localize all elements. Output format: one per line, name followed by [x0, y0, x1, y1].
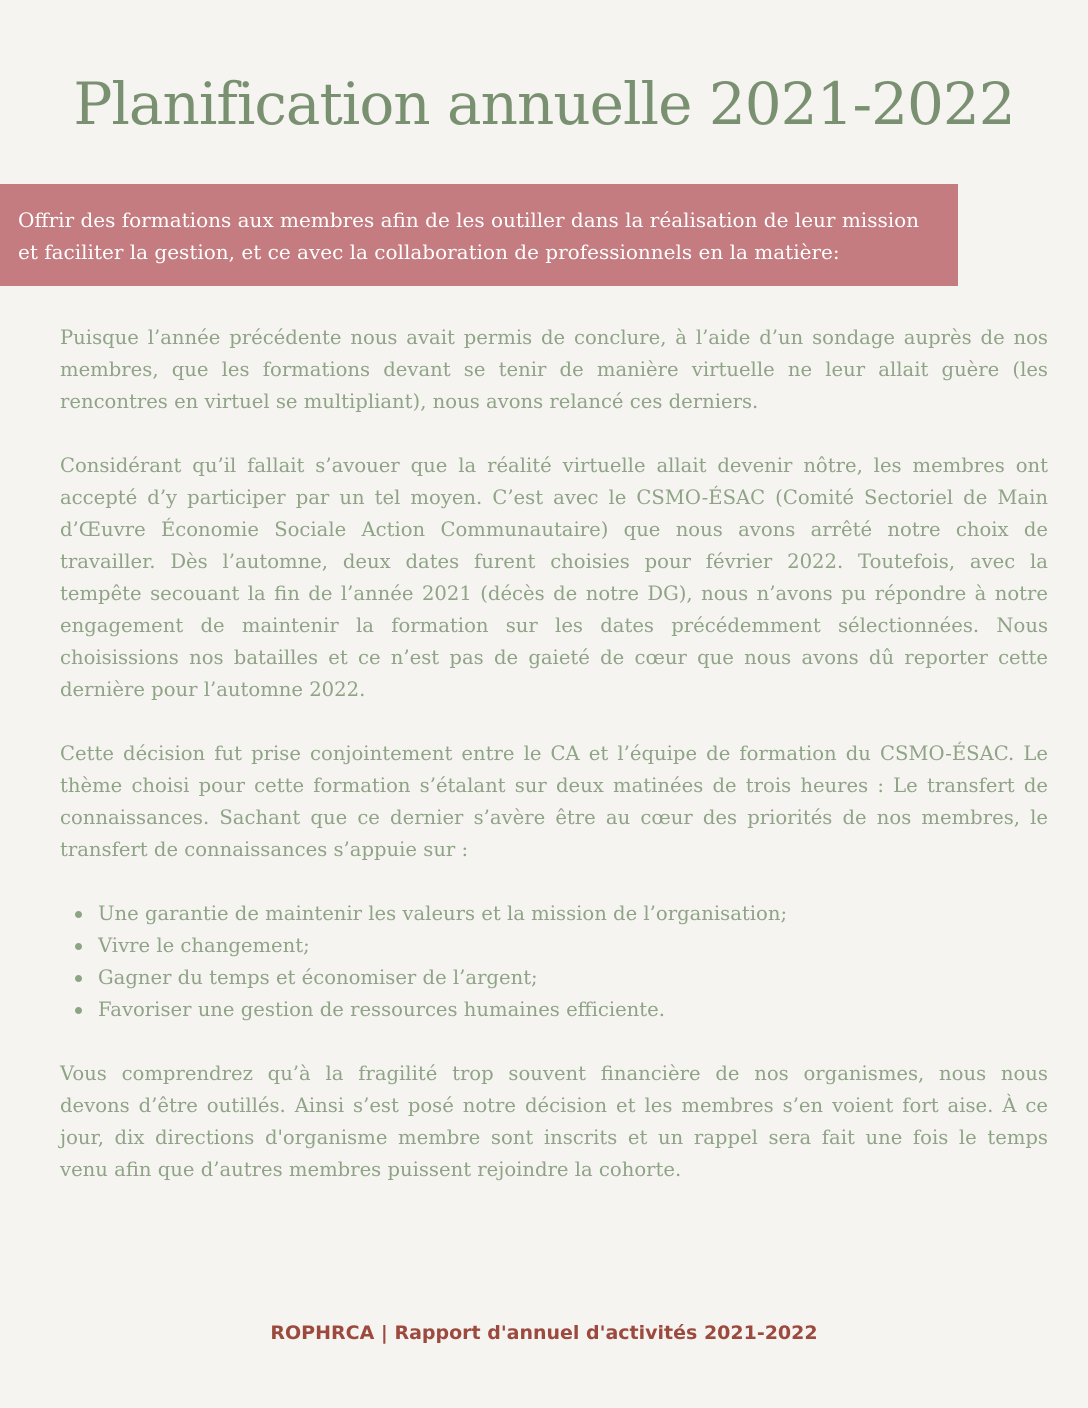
page-footer: ROPHRCA | Rapport d'annuel d'activités 2021-2022 — [270, 1322, 818, 1344]
text-line: rencontres en virtuel se multipliant), nous avons relancé ces derniers. — [60, 390, 759, 413]
objective-banner — [0, 184, 958, 286]
text-line: travailler. Dès l’automne, deux dates furent choisies pour février 2022. Toutefois, avec la — [60, 550, 1048, 573]
text-line: accepté d’y participer par un tel moyen. C’est avec le CSMO-ÉSAC (Comité Sectoriel de Main — [60, 486, 1048, 509]
paragraph-virtual — [60, 450, 1048, 706]
text-line: venu afin que d’autres membres puissent rejoindre la cohorte. — [60, 1158, 682, 1181]
benefits-list — [60, 898, 1048, 1026]
text-line: d’Œuvre Économie Sociale Action Communautaire) que nous avons arrêté notre choix de — [60, 518, 1048, 541]
text-line: engagement de maintenir la formation sur les dates précédemment sélectionnées. Nous — [60, 614, 1048, 637]
text-line: Vous comprendrez qu’à la fragilité trop souvent financière de nos organismes, nous nous — [60, 1062, 1048, 1085]
text-line: transfert de connaissances s’appuie sur : — [60, 838, 469, 861]
text-line: dernière pour l’automne 2022. — [60, 678, 366, 701]
text-line: jour, dix directions d'organisme membre sont inscrits et un rappel sera fait une fois le temps — [60, 1126, 1048, 1149]
paragraph-closing — [60, 1058, 1048, 1186]
list-item: Favoriser une gestion de ressources humaines efficiente. — [60, 994, 1048, 1026]
list-item: Une garantie de maintenir les valeurs et la mission de l’organisation; — [60, 898, 1048, 930]
list-item: Gagner du temps et économiser de l’argent; — [60, 962, 1048, 994]
text-line: Cette décision fut prise conjointement entre le CA et l’équipe de formation du CSMO-ÉSAC. Le — [60, 742, 1048, 765]
paragraph-decision — [60, 738, 1048, 866]
text-line: tempête secouant la fin de l’année 2021 (décès de notre DG), nous n’avons pu répondre à notre — [60, 582, 1048, 605]
banner-line: et faciliter la gestion, et ce avec la collaboration de professionnels en la matière: — [18, 240, 840, 264]
list-item: Vivre le changement; — [60, 930, 1048, 962]
banner-line: Offrir des formations aux membres afin de les outiller dans la réalisation de leur mission — [18, 208, 920, 232]
paragraph-intro — [60, 322, 1048, 418]
page-title: Planification annuelle 2021-2022 — [73, 70, 1015, 138]
text-line: Considérant qu’il fallait s’avouer que la réalité virtuelle allait devenir nôtre, les membres ont — [60, 454, 1048, 477]
text-line: devons d’être outillés. Ainsi s’est posé notre décision et les membres s’en voient fort aise. À ce — [60, 1094, 1048, 1117]
text-line: choisissions nos batailles et ce n’est pas de gaieté de cœur que nous avons dû reporter cette — [60, 646, 1048, 669]
text-line: Puisque l’année précédente nous avait permis de conclure, à l’aide d’un sondage auprès de nos — [60, 326, 1048, 349]
text-line: connaissances. Sachant que ce dernier s’avère être au cœur des priorités de nos membres, le — [60, 806, 1048, 829]
text-line: thème choisi pour cette formation s’étalant sur deux matinées de trois heures : Le transfert de — [60, 774, 1048, 797]
main-content — [60, 322, 1048, 1218]
text-line: membres, que les formations devant se tenir de manière virtuelle ne leur allait guère (les — [60, 358, 1048, 381]
